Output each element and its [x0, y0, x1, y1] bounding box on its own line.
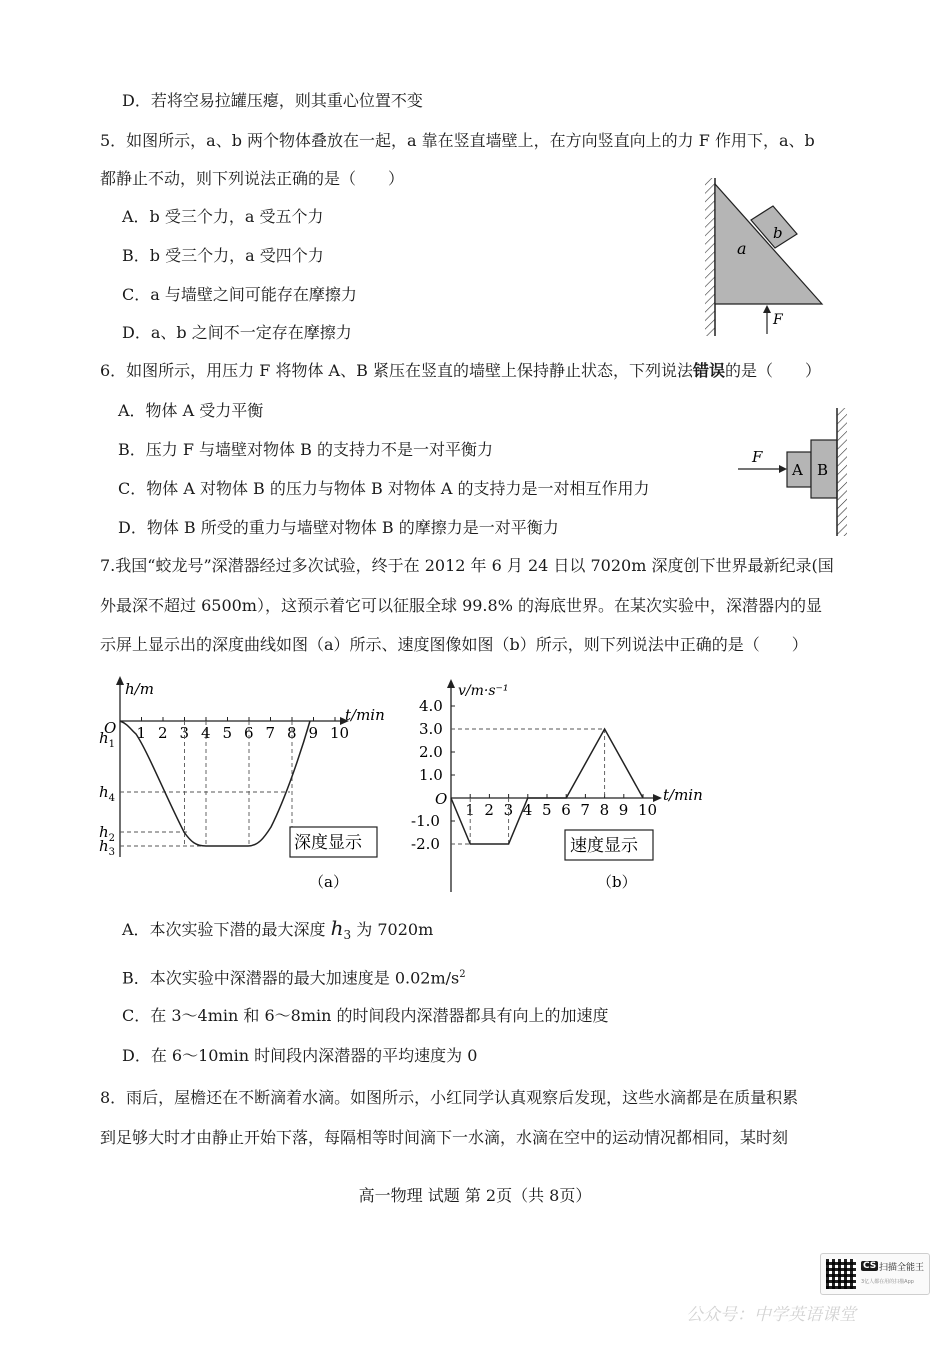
q7-option-a-post: 为 7020m — [351, 920, 434, 939]
depth-x-tick-label: 1 — [136, 724, 147, 742]
depth-x-tick-label: 9 — [308, 724, 319, 742]
velocity-y-tick-label: 4.0 — [419, 697, 443, 715]
qr-code-icon — [826, 1259, 856, 1289]
q6-label-a: A — [792, 461, 803, 479]
q7-stem-line3: 示屏上显示出的深度曲线如图（a）所示、速度图像如图（b）所示，则下列说法中正确的是（ ） — [100, 635, 808, 654]
q5-label-a: a — [737, 239, 747, 258]
velocity-y-tick-label: 1.0 — [419, 766, 443, 784]
velocity-y-arrowhead — [447, 679, 455, 688]
q5-label-b: b — [773, 224, 783, 242]
depth-curve — [120, 721, 310, 846]
q6-option-d: D．物体 B 所受的重力与墙壁对物体 B 的摩擦力是一对平衡力 — [118, 518, 559, 537]
q7-stem-line1: 7.我国“蛟龙号”深潜器经过多次试验，终于在 2012 年 6 月 24 日以 7020m 深度创下世界最新纪录(国 — [100, 556, 834, 575]
depth-y-label-text: h/m — [125, 680, 154, 698]
velocity-x-tick-label: 4 — [522, 801, 533, 819]
q8-stem-line1: 8．雨后，屋檐还在不断滴着水滴。如图所示，小红同学认真观察后发现，这些水滴都是在质量积累 — [100, 1088, 799, 1107]
q5-label-f: F — [773, 312, 783, 328]
velocity-x-tick-label: 3 — [503, 801, 514, 819]
q7-option-b — [122, 965, 466, 988]
velocity-x-tick-label: 7 — [580, 801, 590, 819]
q7-option-a-pre: A．本次实验下潜的最大深度 — [122, 920, 331, 939]
q5-wall-hatch — [705, 178, 715, 336]
q6-stem-post: 的是（ ） — [724, 361, 821, 380]
depth-display-label: 深度显示 — [294, 833, 362, 853]
velocity-origin: O — [435, 790, 448, 808]
q5-block-a — [715, 184, 822, 304]
depth-x-tick-label: 2 — [158, 724, 168, 742]
depth-y-arrowhead — [116, 676, 124, 685]
q8-stem-line2: 到足够大时才由静止开始下落，每隔相等时间滴下一水滴，水滴在空中的运动情况都相同，某时刻 — [100, 1128, 789, 1147]
q7-option-d: D．在 6～10min 时间段内深潜器的平均速度为 0 — [122, 1046, 478, 1065]
q6-option-b: B．压力 F 与墙壁对物体 B 的支持力不是一对平衡力 — [118, 440, 493, 459]
q6-label-f: F — [752, 448, 763, 466]
velocity-line — [451, 729, 643, 844]
velocity-x-tick-label: 9 — [618, 801, 629, 819]
q6-wall-hatch — [837, 408, 847, 536]
depth-x-tick-label: 8 — [287, 724, 297, 742]
q7-option-a — [122, 918, 433, 945]
depth-x-tick-label: 6 — [244, 724, 254, 742]
q5-option-d: D．a、b 之间不一定存在摩擦力 — [122, 323, 352, 342]
q7-option-b-pre: B．本次实验中深潜器的最大加速度是 0.02m/s — [122, 968, 460, 988]
velocity-chart — [405, 672, 715, 897]
q5-force-arrowhead — [763, 305, 771, 313]
q5-stem-line2: 都静止不动，则下列说法正确的是（ ） — [100, 169, 405, 188]
depth-y-tick-label: $h_2$ — [99, 823, 116, 844]
velocity-x-tick-label: 6 — [561, 801, 571, 819]
depth-x-tick-label: 7 — [265, 724, 276, 742]
watermark: 公众号：中学英语课堂 — [686, 1305, 856, 1325]
q7-option-c: C．在 3～4min 和 6～8min 的时间段内深潜器都具有向上的加速度 — [122, 1006, 609, 1025]
scanner-name: 扫描全能王 — [879, 1263, 925, 1273]
velocity-y-tick-label: -2.0 — [411, 835, 440, 853]
q6-label-b: B — [817, 461, 829, 479]
velocity-x-tick-label: 8 — [599, 801, 610, 819]
q5-option-b: B．b 受三个力，a 受四个力 — [122, 246, 324, 265]
velocity-display-label: 速度显示 — [570, 836, 638, 856]
velocity-caption: （b） — [597, 873, 637, 891]
depth-x-tick-label: 4 — [201, 724, 211, 742]
depth-chart — [96, 672, 396, 892]
q6-stem-bold: 错误 — [692, 361, 725, 380]
velocity-x-tick-label: 1 — [465, 801, 475, 819]
velocity-x-tick-label: 10 — [638, 801, 658, 819]
depth-x-tick-label: 5 — [222, 724, 233, 742]
scanner-tagline: 3亿人都在用的扫描App — [861, 1279, 914, 1285]
q5-option-a: A．b 受三个力，a 受五个力 — [122, 207, 324, 226]
velocity-x-tick-label: 2 — [484, 801, 494, 819]
q6-force-arrowhead — [779, 465, 787, 473]
q7-option-b-sup: 2 — [459, 969, 466, 980]
depth-x-tick-label: 3 — [179, 724, 190, 742]
scanner-logo: CS — [863, 1261, 877, 1271]
velocity-y-label: v/m·s⁻¹ — [458, 683, 509, 699]
depth-y-tick-label: $h_4$ — [99, 783, 116, 804]
depth-x-tick-label: 10 — [330, 724, 350, 742]
q5-figure — [705, 176, 835, 346]
q6-option-c: C．物体 A 对物体 B 的压力与物体 B 对物体 A 的支持力是一对相互作用力 — [118, 479, 650, 498]
q7-option-a-sub: 3 — [343, 928, 352, 943]
q7-option-a-symbol: h — [330, 916, 344, 940]
depth-y-label — [125, 680, 154, 698]
depth-origin: O — [104, 719, 117, 737]
velocity-y-tick-label: 3.0 — [419, 720, 443, 738]
q5-stem-line1: 5．如图所示，a、b 两个物体叠放在一起，a 靠在竖直墙壁上，在方向竖直向上的力 F 作用下，a、b — [100, 131, 815, 150]
depth-y-tick-label: $h_1$ — [99, 729, 116, 750]
page-footer: 高一物理 试题 第 2页（共 8页） — [358, 1186, 592, 1205]
q6-stem-pre: 6．如图所示，用压力 F 将物体 A、B 紧压在竖直的墙壁上保持静止状态，下列说法 — [100, 361, 693, 380]
velocity-x-label: t/min — [663, 786, 703, 804]
q6-stem — [100, 361, 821, 381]
velocity-y-tick-label: 2.0 — [419, 743, 443, 761]
scanner-badge — [820, 1253, 930, 1295]
velocity-y-tick-label: -1.0 — [411, 812, 440, 830]
q7-stem-line2: 外最深不超过 6500m），这预示着它可以征服全球 99.8% 的海底世界。在某次实验中，深潜器内的显 — [100, 596, 822, 615]
velocity-x-tick-label: 5 — [542, 801, 552, 819]
q4-option-d: D．若将空易拉罐压瘪，则其重心位置不变 — [122, 91, 423, 110]
q5-option-c: C．a 与墙壁之间可能存在摩擦力 — [122, 285, 357, 304]
depth-caption: （a） — [309, 873, 348, 891]
depth-y-tick-label: $h_3$ — [99, 837, 116, 858]
depth-x-label: t/min — [345, 706, 385, 724]
q6-figure — [738, 404, 858, 539]
q6-option-a: A．物体 A 受力平衡 — [118, 401, 264, 420]
